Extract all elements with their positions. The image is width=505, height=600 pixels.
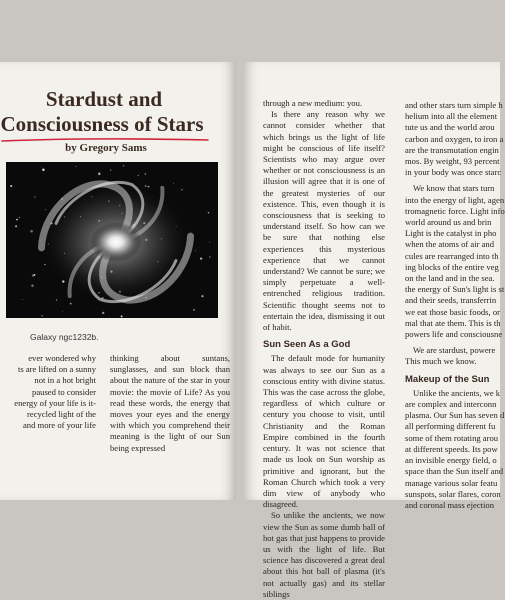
paragraph-intro: through a new medium: you. [263, 98, 363, 108]
text-line: Unlike the ancients, we k [413, 387, 501, 398]
star-dot [62, 311, 63, 312]
star-dot [193, 309, 194, 310]
star-dot [31, 284, 33, 286]
paragraph-default-mode: The default mode for humanity was always to see our Sun as a conscious entity with divine status. This was the case across the globe, regardless of which culture or century you choose to visit, until Christianity and the Roman Empire combined in the fourth century. It was not science that made us look on Sun worship as primitive and ignorant, but the Roman Church which took a very dim view of anybody who disagreed. [263, 353, 385, 510]
right-column-2 [405, 100, 505, 511]
star-dot [145, 173, 147, 175]
text-line: on the land and in the sea. [405, 273, 495, 284]
star-dot [70, 303, 72, 305]
photo-caption: Galaxy ngc1232b. [30, 332, 99, 342]
right-column-1 [263, 98, 385, 600]
star-dot [121, 315, 123, 317]
text-line: mal that ate them. This is th [405, 317, 501, 328]
left-column-1 [0, 353, 96, 431]
star-dot [173, 183, 174, 184]
text-line: tromagnetic force. Light info [405, 205, 505, 216]
text-line: ever wondered why [28, 353, 96, 363]
star-dot [102, 312, 104, 314]
text-line: and other stars turn simple h [405, 100, 503, 110]
star-dot [45, 209, 46, 210]
star-dot [201, 295, 203, 297]
text-line: are the transmutation engin [405, 144, 499, 155]
text-line: We know that stars turn [413, 183, 495, 194]
star-dot [200, 257, 202, 259]
text-line: Light is the catalyst in pho [405, 228, 497, 239]
text-line: not in a hot bright [34, 375, 96, 386]
text-line: paused to consider [32, 386, 96, 397]
star-dot [30, 230, 33, 233]
right-column-2-block-d [405, 388, 505, 511]
star-dot [19, 217, 20, 218]
star-dot [181, 189, 182, 190]
text-line: ts are lifted on a sunny [17, 364, 96, 375]
galaxy-image [6, 162, 218, 318]
article-title-line2: Consciousness of Stars [0, 112, 204, 136]
right-column-2-block-b [405, 183, 505, 340]
text-line: are complex and interconn [405, 399, 497, 410]
text-line: world around us and brin [405, 217, 492, 228]
text-line: when the atoms of air and [405, 239, 495, 250]
star-dot [138, 175, 140, 177]
right-column-2-block-c [405, 345, 505, 367]
star-dot [41, 315, 43, 317]
right-page [243, 62, 505, 599]
text-line: into the energy of light, agen [405, 194, 505, 205]
text-line: we eat those basic foods, or [405, 306, 500, 317]
text-line: the energy of Sun's light is st [405, 284, 505, 295]
text-line: We are stardust, powere [413, 345, 496, 356]
star-dot [208, 212, 210, 214]
star-dot [15, 225, 17, 227]
star-dot [195, 250, 196, 251]
star-dot [33, 274, 35, 276]
section-heading-sun-god: Sun Seen As a God [263, 339, 351, 351]
star-dot [110, 169, 111, 170]
star-dot [209, 256, 210, 257]
text-line: powers life and consciousne [405, 329, 503, 340]
text-line: ing blocks of the entire veg [405, 261, 499, 272]
section-heading-makeup: Makeup of the Sun [405, 373, 490, 385]
paragraph-unlike-ancients: So unlike the ancients, we now view the Sun as some dumb ball of hot gas that just happens to provide us with the light of life. But science has discovered a great deal about this hot ball of plasma (it's not actually gas) and its stellar siblings [263, 510, 385, 599]
text-line: recycled light of the [27, 409, 96, 420]
text-line: all performing different fu [405, 421, 496, 432]
star-dot [41, 167, 42, 168]
text-line: helium into all the element [405, 111, 498, 122]
left-page [0, 62, 236, 500]
text-line: some of them rotating arou [405, 432, 499, 443]
text-line: at different speeds. Its pow [405, 443, 498, 454]
star-dot [56, 299, 58, 301]
text-line: sunspots, solar flares, coron [405, 488, 501, 499]
right-column-2-block-a [405, 100, 505, 178]
text-line: and their seeds, transferrin [405, 295, 497, 306]
paragraph-consciousness: Is there any reason why we cannot consider whether that which brings us the light of life might be conscious of life itself? Scientists who may argue over whether or not consciousness is an illusion will agree that it is one of the greatest mysteries of our existence. This, even though it is consciousness that is seeking to understand itself. So how can we be sure that nothing else experiences this mysterious experience that we cannot understand? We cannot be sure; we simply perpetuate a well-entrenched religious tradition. Scientific thought seems not to entertain the idea, dismissing it out of habit. [263, 109, 385, 333]
text-line: an invisible energy field, o [405, 455, 497, 466]
text-line: tute us and the world arou [405, 122, 495, 133]
text-line: This much we know. [405, 356, 477, 367]
text-line: space than the Sun itself and [405, 466, 504, 477]
star-dot [22, 299, 23, 300]
text-line: and more of your life [22, 420, 96, 431]
text-line: mos. By weight, 93 percent [405, 156, 500, 167]
star-dot [10, 185, 12, 187]
star-dot [209, 242, 210, 243]
star-dot [34, 196, 36, 198]
star-dot [76, 166, 77, 167]
star-dot [16, 219, 18, 221]
article-byline: by Gregory Sams [65, 142, 147, 154]
text-line: manage various solar featu [405, 477, 498, 488]
star-dot [123, 165, 124, 166]
left-column-2: thinking about suntans, sunglasses, and sun block than about the nature of the star in your movie: the movie of Life? As you read these words, the energy that moves your eyes and the energy with which you comprehend their meaning is the light of our Sun being expressed [110, 353, 230, 453]
star-dot [98, 173, 101, 176]
star-dot [42, 169, 45, 172]
text-line: carbon and oxygen, to iron a [405, 133, 504, 144]
text-line: cules are rearranged into th [405, 250, 499, 261]
article-title-line1: Stardust and [45, 87, 163, 111]
galaxy-photo [6, 162, 218, 318]
text-line: and coronal mass ejection [405, 499, 495, 510]
text-line: energy of your life is it- [14, 397, 96, 408]
text-line: in your body was once starc [405, 167, 502, 178]
text-line: plasma. Our Sun has seven d [405, 410, 505, 421]
